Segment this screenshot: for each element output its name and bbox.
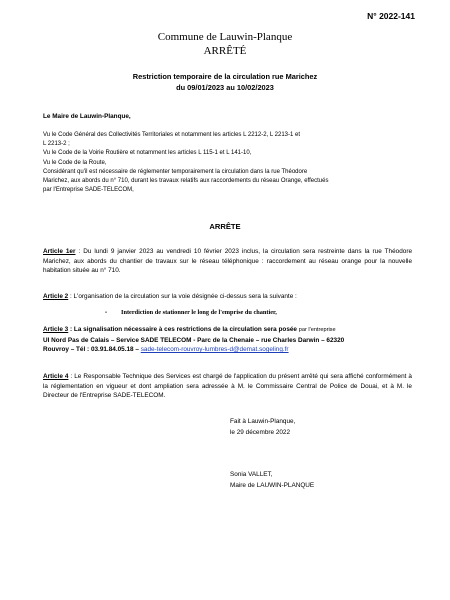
subtitle-line-2: du 09/01/2023 au 10/02/2023 [176,83,274,92]
signature-date: le 29 décembre 2022 [230,428,291,436]
preamble-visas [43,131,415,195]
article-2-item-text: Interdiction de stationner le long de l'emprise du chantier, [121,309,277,316]
visa-line: L 2213-2 ; [43,141,70,148]
article-1-text: : Du lundi 9 janvier 2023 au vendredi 10 février 2023 inclus, la circulation sera restreinte dans la rue Théodore Marichez, aux abords du chantier de travaux sur le réseau téléphonique : raccordement au réseau orange pour la nouvelle habitation située au n° 710. [43,248,412,274]
signatory-title: Maire de LAUWIN-PLANQUE [230,481,315,489]
article-4 [43,372,412,401]
visa-line: par l'Entreprise SADE-TELECOM, [43,187,134,194]
article-2-text: : L'organisation de la circulation sur la voie désignée ci-dessus sera la suivante : [68,293,297,300]
decree-number: N° 2022-141 [367,11,415,21]
email-link[interactable]: sade-telecom-rouvroy-lumbres-d@demat.sogeling.fr [140,346,289,353]
commune-title: Commune de Lauwin-Planque [157,31,293,43]
maire-heading: Le Maire de Lauwin-Planque, [43,113,131,120]
article-3-address: UI Nord Pas de Calais – Service SADE TELECOM - Parc de la Chenaie – rue Charles Darwin – 62320 [43,336,345,344]
article-3-small-text: par l'entreprise [298,327,336,333]
visa-line: Vu le Code de la Route, [43,159,107,166]
article-2 [43,292,412,302]
list-dash: - [105,309,108,316]
visa-line: Considérant qu'il est nécessaire de réglementer temporairement la circulation dans la rue Théodore [43,168,308,175]
article-1-label: Article 1er [43,248,76,255]
document-subtitle [0,71,450,93]
article-3-phone: Rouvroy – Tél : 03.91.84.05.18 – [43,346,141,353]
article-3-label: Article 3 [43,326,69,333]
article-3-contact [43,345,412,355]
visa-line: Vu le Code de la Voirie Routière et notamment les articles L 115-1 et L 141-10, [43,150,252,157]
article-2-label: Article 2 [43,293,69,300]
subtitle-line-1: Restriction temporaire de la circulation rue Marichez [132,72,318,81]
article-2-item [105,309,277,316]
article-4-label: Article 4 [43,373,69,380]
article-3 [43,325,412,355]
article-3-text: : La signalisation nécessaire à ces restrictions de la circulation sera posée [68,326,299,333]
article-4-text: : Le Responsable Technique des Services est chargé de l'application du présent arrêté qui sera affiché conformément à la réglementation en vigueur et dont ampliation sera adressée à M. le Commissaire Central de Police de Douai, et à M. le Directeur de l'Entreprise SADE-TELECOM. [43,373,412,399]
document-type: ARRÊTÉ [203,45,247,57]
signature-place-date [230,417,295,438]
signature-place: Fait à Lauwin-Planque, [230,418,296,425]
visa-line: Marichez, aux abords du n° 710, durant les travaux relatifs aux raccordements du réseau Orange, effectués [43,178,329,185]
signatory [230,470,314,491]
article-1 [43,247,412,276]
signatory-name: Sonia VALLET, [230,471,273,478]
arrete-heading: ARRÊTE [209,222,241,231]
visa-line: Vu le Code Général des Collectivités Territoriales et notamment les articles L 2212-2, L 2213-1 et [43,132,301,138]
